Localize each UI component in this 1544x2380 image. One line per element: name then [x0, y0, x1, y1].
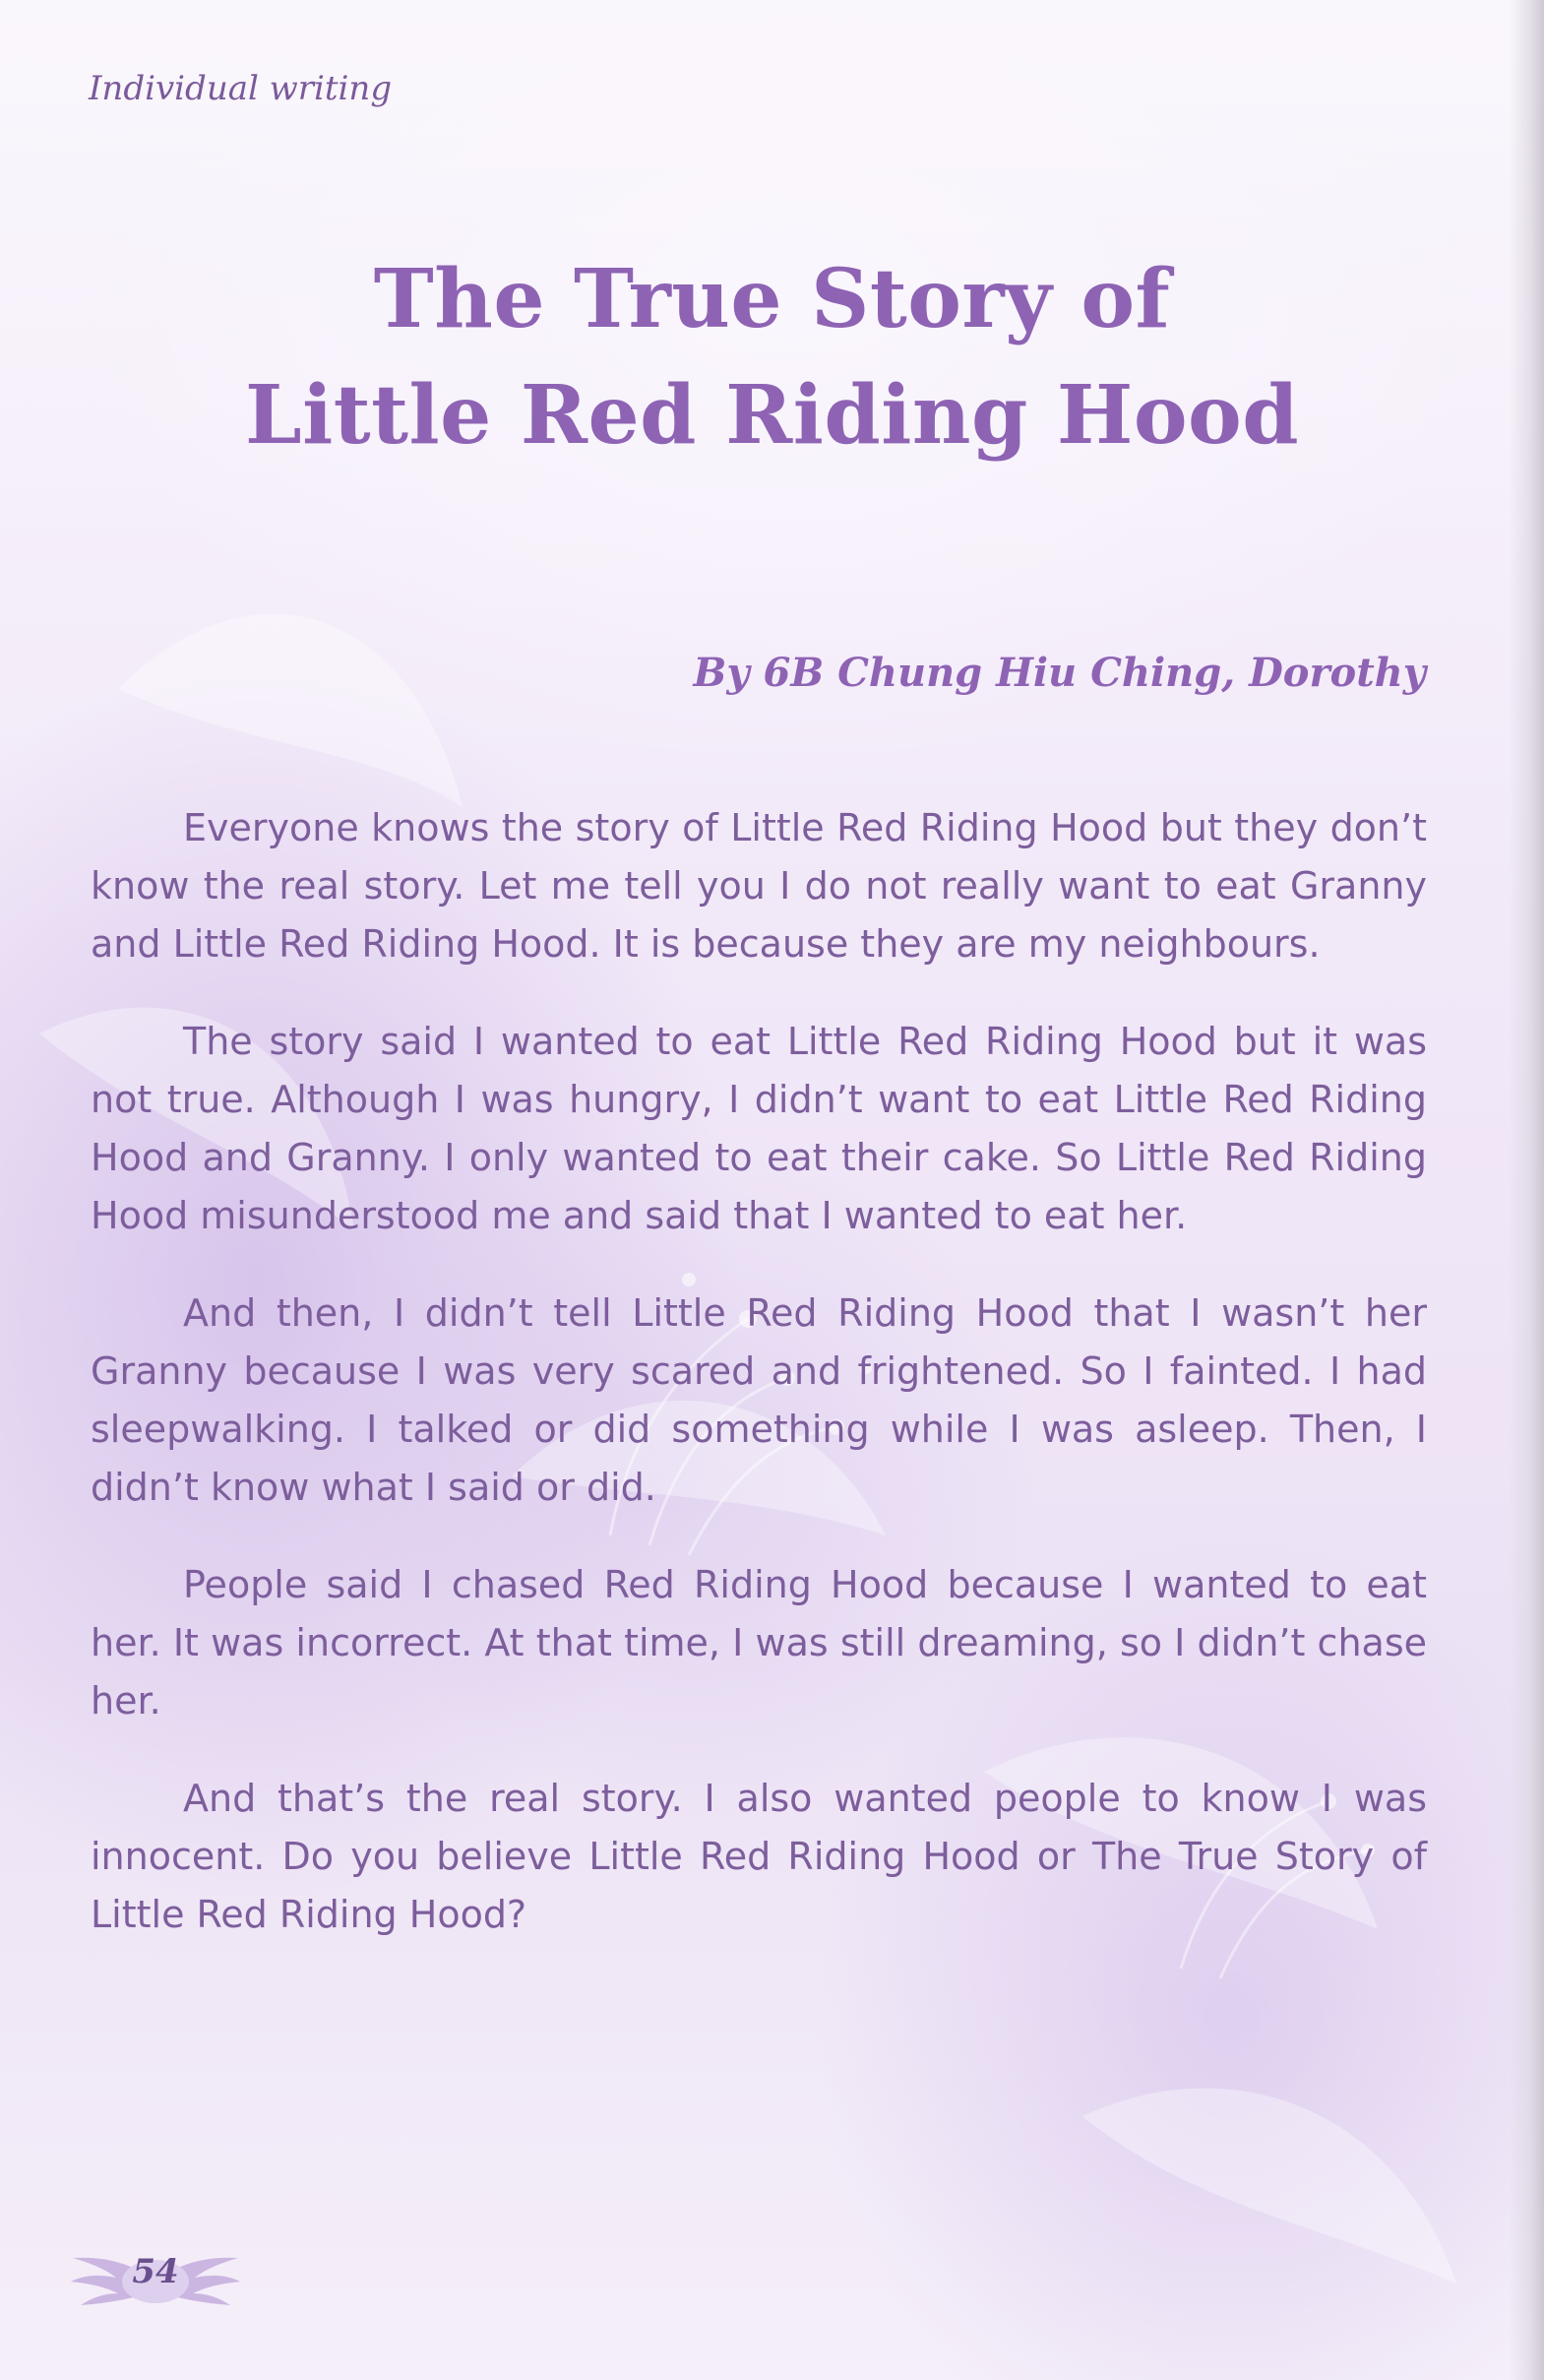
paragraph: People said I chased Red Riding Hood because I wanted to eat her. It was incorrect. At that time, I was still dreaming, so I didn’t chase her.: [91, 1563, 1427, 1722]
title-line-1: The True Story of: [373, 252, 1171, 346]
paragraph: And then, I didn’t tell Little Red Riding Hood that I wasn’t her Granny because I was very scared and frightened. So I fainted. I had sleepwalking. I talked or did something while I was asleep. Then, I didn’t know what I said or did.: [91, 1291, 1427, 1509]
section-label: Individual writing: [89, 69, 393, 108]
paragraph: Everyone knows the story of Little Red Riding Hood but they don’t know the real story. Let me tell you I do not really want to eat Granny and Little Red Riding Hood. It is because they are my neighbours.: [91, 806, 1427, 966]
paragraph: The story said I wanted to eat Little Red Riding Hood but it was not true. Although I was hungry, I didn’t want to eat Little Red Riding Hood and Granny. I only wanted to eat their cake. So Little Red Riding Hood misunderstood me and said that I wanted to eat her.: [91, 1020, 1427, 1237]
page-number-badge: [67, 2244, 244, 2313]
author-byline: By 6B Chung Hiu Ching, Dorothy: [693, 650, 1426, 696]
paragraph: And that’s the real story. I also wanted people to know I was innocent. Do you believe Little Red Riding Hood or The True Story of Little Red Riding Hood?: [91, 1777, 1427, 1936]
article-body: [91, 799, 1427, 1983]
article-title: [0, 241, 1544, 473]
page-number: 54: [132, 2252, 179, 2291]
title-line-2: Little Red Riding Hood: [244, 368, 1300, 463]
